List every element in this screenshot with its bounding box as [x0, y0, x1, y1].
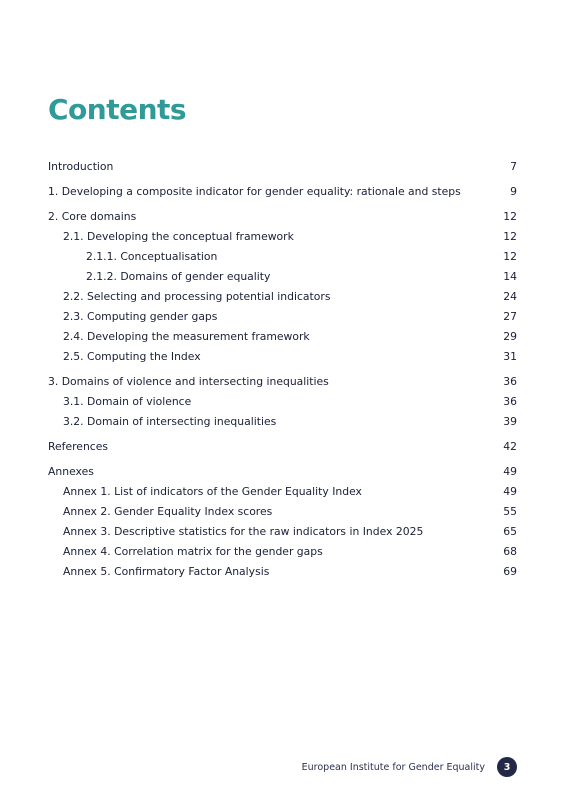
toc-entry[interactable] — [48, 182, 517, 202]
toc-entry[interactable] — [48, 157, 517, 177]
toc-entry-label: Annex 3. Descriptive statistics for the raw indicators in Index 2025 — [63, 525, 424, 538]
toc-entry-page: 36 — [503, 395, 517, 408]
toc-entry-page: 14 — [503, 270, 517, 283]
toc-entry[interactable] — [48, 437, 517, 457]
toc-entry[interactable] — [48, 227, 517, 247]
toc-entry-page: 55 — [503, 505, 517, 518]
toc-entry[interactable] — [48, 372, 517, 392]
toc-entry[interactable] — [48, 267, 517, 287]
toc-entry[interactable] — [48, 207, 517, 227]
toc-entry-label: Annex 1. List of indicators of the Gender Equality Index — [63, 485, 362, 498]
toc-entry[interactable] — [48, 412, 517, 432]
toc-entry[interactable] — [48, 247, 517, 267]
toc-entry-label: 3. Domains of violence and intersecting inequalities — [48, 375, 329, 388]
toc-entry-label: 2.4. Developing the measurement framework — [63, 330, 310, 343]
toc-entry-label: 3.2. Domain of intersecting inequalities — [63, 415, 277, 428]
toc-entry-page: 49 — [503, 485, 517, 498]
page-number-badge: 3 — [497, 757, 517, 777]
toc-entry[interactable] — [48, 522, 517, 542]
toc-entry-label: 2.3. Computing gender gaps — [63, 310, 218, 323]
table-of-contents — [48, 157, 517, 582]
toc-entry-label: Annex 4. Correlation matrix for the gender gaps — [63, 545, 323, 558]
toc-entry-page: 49 — [503, 465, 517, 478]
footer-org-name: European Institute for Gender Equality — [301, 761, 485, 773]
toc-entry[interactable] — [48, 392, 517, 412]
toc-entry-page: 36 — [503, 375, 517, 388]
toc-entry[interactable] — [48, 562, 517, 582]
toc-entry-page: 68 — [503, 545, 517, 558]
toc-entry-page: 12 — [503, 250, 517, 263]
toc-entry[interactable] — [48, 502, 517, 522]
toc-entry-label: Annex 5. Confirmatory Factor Analysis — [63, 565, 270, 578]
toc-entry[interactable] — [48, 347, 517, 367]
toc-entry-page: 39 — [503, 415, 517, 428]
toc-entry-page: 12 — [503, 230, 517, 243]
toc-entry-label: 1. Developing a composite indicator for gender equality: rationale and steps — [48, 185, 461, 198]
toc-entry-page: 31 — [503, 350, 517, 363]
toc-entry-label: Annex 2. Gender Equality Index scores — [63, 505, 273, 518]
page-footer — [302, 756, 517, 778]
toc-entry-page: 69 — [503, 565, 517, 578]
toc-entry-page: 65 — [503, 525, 517, 538]
toc-entry-page: 9 — [510, 185, 517, 198]
page-title: Contents — [48, 93, 187, 126]
toc-entry-label: Introduction — [48, 160, 114, 173]
toc-entry-page: 29 — [503, 330, 517, 343]
toc-entry-label: 3.1. Domain of violence — [63, 395, 192, 408]
toc-entry[interactable] — [48, 287, 517, 307]
toc-entry-page: 24 — [503, 290, 517, 303]
toc-entry-page: 27 — [503, 310, 517, 323]
toc-entry[interactable] — [48, 327, 517, 347]
toc-entry-label: References — [48, 440, 108, 453]
toc-entry[interactable] — [48, 542, 517, 562]
toc-entry-label: 2.5. Computing the Index — [63, 350, 201, 363]
toc-entry[interactable] — [48, 482, 517, 502]
toc-entry[interactable] — [48, 307, 517, 327]
toc-entry-label: 2.1. Developing the conceptual framework — [63, 230, 294, 243]
toc-entry-page: 7 — [510, 160, 517, 173]
toc-entry-label: 2.1.2. Domains of gender equality — [86, 270, 271, 283]
toc-entry-label: 2.1.1. Conceptualisation — [86, 250, 218, 263]
toc-entry-label: 2.2. Selecting and processing potential indicators — [63, 290, 331, 303]
toc-entry-label: 2. Core domains — [48, 210, 137, 223]
toc-entry-label: Annexes — [48, 465, 94, 478]
toc-entry-page: 12 — [503, 210, 517, 223]
toc-entry[interactable] — [48, 462, 517, 482]
toc-entry-page: 42 — [503, 440, 517, 453]
